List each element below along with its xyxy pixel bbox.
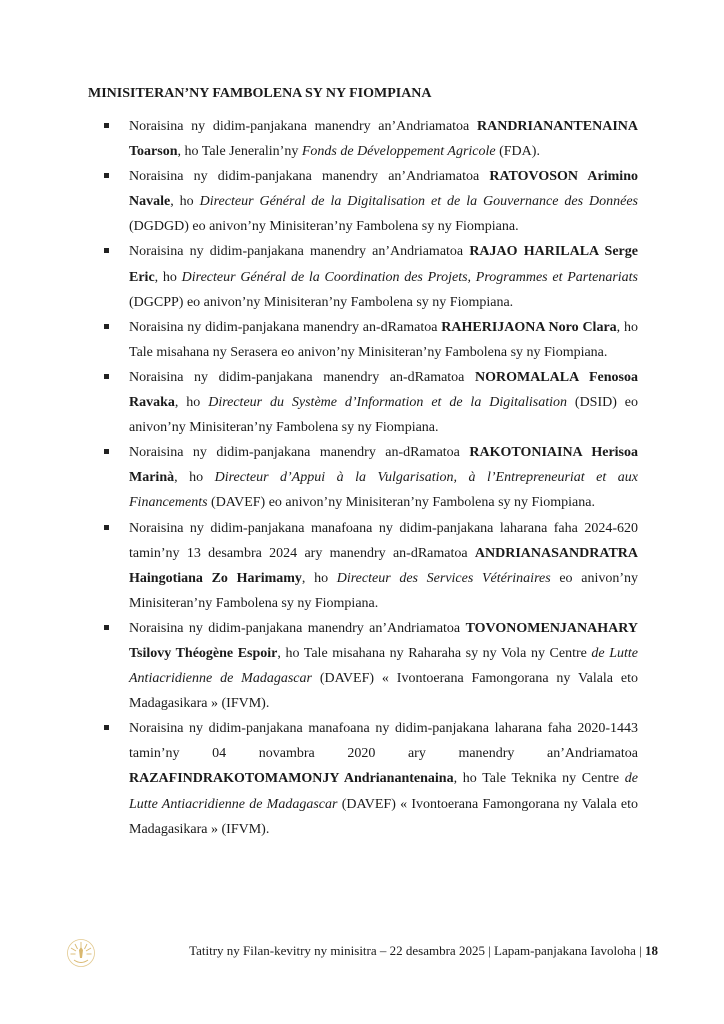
appointment-item	[88, 440, 638, 515]
appointment-item	[88, 315, 638, 365]
position-title: Directeur Général de la Digitalisation et de la Gouvernance des Données	[199, 194, 638, 210]
position-title: de Lutte Antiacridienne de Madagascar	[129, 645, 638, 687]
position-title: Directeur d’Appui à la Vulgarisation, à l’Entrepreneuriat et aux Financements	[129, 470, 639, 511]
appointee-name: RAKOTONIAINA Herisoa Marinà	[129, 445, 638, 486]
item-text: , ho	[174, 470, 215, 486]
appointee-name: TOVONOMENJANAHARY Tsilovy Théogène Espoir	[129, 620, 638, 661]
appointment-item	[88, 516, 638, 616]
item-text: Noraisina ny didim-panjakana manendry an-dRamatoa	[129, 445, 470, 461]
item-text: , ho Tale Jeneralin’ny	[177, 144, 302, 160]
item-text: (DGDGD) eo anivon’ny Minisiteran’ny Fambolena sy ny Fiompiana.	[129, 219, 519, 235]
appointment-item	[88, 616, 638, 716]
appointee-name: RAZAFINDRAKOTOMAMONJY Andrianantenaina	[129, 771, 454, 787]
item-text: Noraisina ny didim-panjakana manendry an-dRamatoa	[129, 319, 442, 335]
bullet-icon	[104, 525, 109, 530]
position-title: de Lutte Antiacridienne de Madagascar	[129, 771, 638, 812]
item-text: , ho	[170, 194, 200, 210]
item-text: Noraisina ny didim-panjakana manafoana ny didim-panjakana laharana faha 2024-620 tamin’ny 13 desambra 2024 ary manendry an-dRamatoa	[129, 520, 638, 561]
item-text: Noraisina ny didim-panjakana manendry an-dRamatoa	[129, 369, 475, 385]
position-title: Fonds de Développement Agricole	[301, 144, 496, 160]
bullet-icon	[104, 625, 109, 630]
item-text: eo anivon’ny Minisiteran’ny Fambolena sy ny Fiompiana.	[129, 570, 638, 611]
bullet-icon	[104, 123, 109, 128]
item-text: (DAVEF) eo anivon’ny Minisiteran’ny Fambolena sy ny Fiompiana.	[207, 495, 595, 511]
appointee-name: RANDRIANANTENAINA Toarson	[129, 119, 638, 160]
item-text: (DSID) eo anivon’ny Minisiteran’ny Fambolena sy ny Fiompiana.	[129, 395, 639, 436]
item-text: Noraisina ny didim-panjakana manendry an’Andriamatoa	[129, 169, 490, 185]
appointment-item	[88, 114, 638, 164]
item-text: (DAVEF) « Ivontoerana Famongorana ny Valala eto Madagasikara » (IFVM).	[129, 796, 639, 837]
bullet-icon	[104, 324, 109, 329]
position-title: Directeur des Services Vétérinaires	[336, 570, 551, 586]
appointments-list	[88, 114, 638, 842]
item-text: Noraisina ny didim-panjakana manafoana ny didim-panjakana laharana faha 2020-1443 tamin’ny 04 novambra 2020 ary manendry an’Andriamatoa	[129, 721, 638, 762]
appointee-name: NOROMALALA Fenosoa Ravaka	[129, 369, 639, 411]
page-footer	[0, 938, 724, 968]
item-text: (DAVEF) « Ivontoerana Famongorana ny Valala eto Madagasikara » (IFVM).	[129, 671, 639, 712]
appointment-item	[88, 164, 638, 239]
item-text: (DGCPP) eo anivon’ny Minisiteran’ny Fambolena sy ny Fiompiana.	[129, 294, 514, 310]
item-text: , ho	[154, 269, 182, 285]
position-title: Directeur Général de la Coordination des Projets, Programmes et Partenariats	[181, 269, 638, 285]
item-text: , ho	[301, 570, 337, 586]
appointment-item	[88, 239, 638, 314]
bullet-icon	[104, 248, 109, 253]
appointee-name: RAHERIJAONA Noro Clara	[441, 319, 617, 335]
item-text: Noraisina ny didim-panjakana manendry an’Andriamatoa	[129, 119, 477, 134]
section-heading: MINISITERAN’NY FAMBOLENA SY NY FIOMPIANA	[88, 86, 432, 101]
bullet-icon	[104, 449, 109, 454]
page-number: 18	[645, 943, 658, 958]
item-text: , ho Tale misahana ny Raharaha sy ny Vola ny Centre	[277, 645, 592, 661]
bullet-icon	[104, 374, 109, 379]
item-text: (FDA).	[495, 144, 540, 160]
appointment-item	[88, 365, 638, 440]
item-text: , ho Tale misahana ny Serasera eo anivon’ny Minisiteran’ny Fambolena sy ny Fiompiana.	[129, 319, 638, 360]
item-text: Noraisina ny didim-panjakana manendry an’Andriamatoa	[129, 244, 470, 260]
item-text: Noraisina ny didim-panjakana manendry an’Andriamatoa	[129, 620, 466, 636]
appointee-name: RAJAO HARILALA Serge Eric	[129, 244, 638, 285]
footer-caption: Tatitry ny Filan-kevitry ny minisitra – 22 desambra 2025 | Lapam-panjakana Iavoloha |	[189, 943, 645, 958]
bullet-icon	[104, 725, 109, 730]
item-text: , ho	[174, 395, 209, 411]
appointment-item	[88, 716, 638, 841]
presidency-seal-icon	[66, 938, 96, 968]
position-title: Directeur du Système d’Information et de la Digitalisation	[208, 395, 568, 411]
item-text: , ho Tale Teknika ny Centre	[453, 771, 625, 787]
bullet-icon	[104, 173, 109, 178]
appointee-name: ANDRIANASANDRATRA Haingotiana Zo Harimamy	[129, 545, 638, 586]
appointee-name: RATOVOSON Arimino Navale	[129, 169, 638, 210]
